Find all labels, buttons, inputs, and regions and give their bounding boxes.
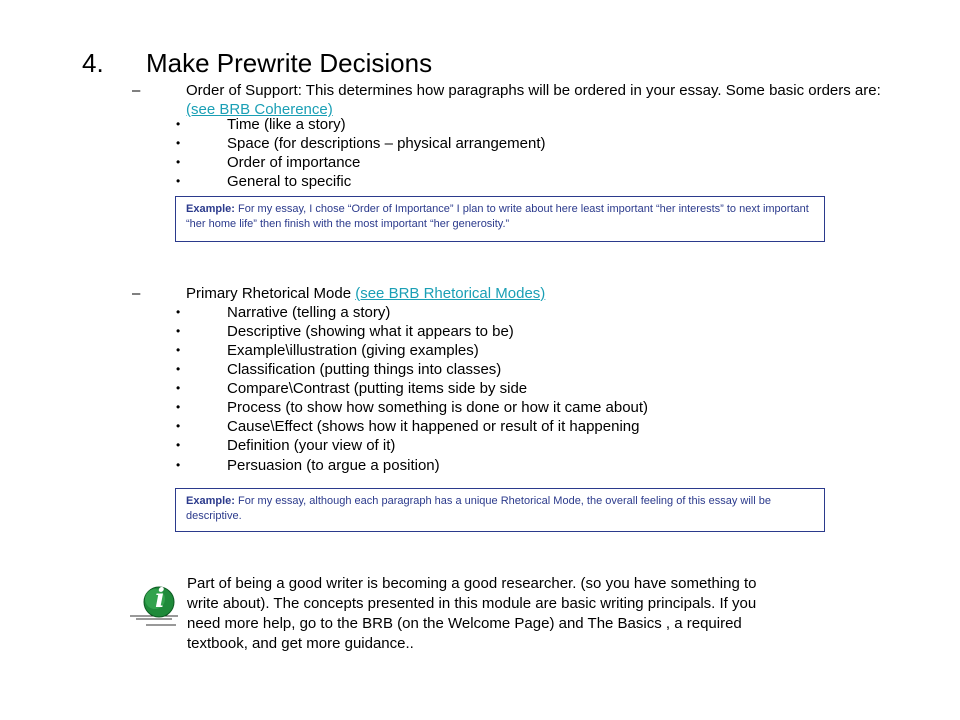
support-example-box bbox=[175, 196, 825, 242]
list-item: Cause\Effect (shows how it happened or result of it happening bbox=[227, 418, 640, 435]
list-item: Time (like a story) bbox=[227, 116, 346, 133]
info-line: write about). The concepts presented in this module are basic writing principals. If you bbox=[187, 595, 757, 612]
list-item: Definition (your view of it) bbox=[227, 437, 396, 454]
dash-marker: – bbox=[132, 285, 141, 302]
section-number: 4. bbox=[82, 48, 104, 78]
list-item: Narrative (telling a story) bbox=[227, 304, 391, 321]
list-item: Classification (putting things into classes) bbox=[227, 361, 502, 378]
bullet-icon: • bbox=[176, 174, 181, 188]
list-item: Example\illustration (giving examples) bbox=[227, 342, 479, 359]
info-line: need more help, go to the BRB (on the Welcome Page) and The Basics , a required bbox=[187, 615, 742, 632]
rhetorical-heading bbox=[186, 284, 545, 303]
page-title: Make Prewrite Decisions bbox=[146, 48, 433, 78]
bullet-icon: • bbox=[176, 458, 181, 472]
bullet-icon: • bbox=[176, 381, 181, 395]
rhetorical-example-box bbox=[175, 488, 825, 532]
bullet-icon: • bbox=[176, 438, 181, 452]
brb-rhetorical-modes-link[interactable]: (see BRB Rhetorical Modes) bbox=[355, 285, 546, 302]
bullet-icon: • bbox=[176, 305, 181, 319]
list-item: Persuasion (to argue a position) bbox=[227, 457, 440, 474]
bullet-icon: • bbox=[176, 362, 181, 376]
list-item: Process (to show how something is done or how it came about) bbox=[227, 399, 649, 416]
example-label: Example: bbox=[186, 495, 235, 507]
bullet-icon: • bbox=[176, 324, 181, 338]
list-item: Compare\Contrast (putting items side by side bbox=[227, 380, 528, 397]
info-line: Part of being a good writer is becoming a good researcher. (so you have something to bbox=[187, 575, 757, 592]
brb-coherence-link[interactable]: (see BRB Coherence) bbox=[186, 101, 333, 118]
list-item: Space (for descriptions – physical arrangement) bbox=[227, 135, 546, 152]
support-heading-text: Order of Support: This determines how paragraphs will be ordered in your essay. Some basic orders are: bbox=[186, 82, 881, 99]
list-item: Descriptive (showing what it appears to be) bbox=[227, 323, 514, 340]
info-icon-glyph: i bbox=[155, 584, 165, 614]
example-label: Example: bbox=[186, 203, 235, 215]
info-icon bbox=[128, 578, 180, 628]
dash-marker: – bbox=[132, 82, 141, 99]
bullet-icon: • bbox=[176, 343, 181, 357]
bullet-icon: • bbox=[176, 155, 181, 169]
bullet-icon: • bbox=[176, 136, 181, 150]
rhetorical-heading-text: Primary Rhetorical Mode bbox=[186, 285, 356, 302]
bullet-icon: • bbox=[176, 419, 181, 433]
example-text: For my essay, I chose “Order of Importance” I plan to write about here least important “her interests” to next important “her home life” then finish with the most important “her generosity.” bbox=[186, 203, 809, 230]
info-line: textbook, and get more guidance.. bbox=[187, 635, 414, 652]
support-heading bbox=[186, 81, 946, 119]
example-text: For my essay, although each paragraph has a unique Rhetorical Mode, the overall feeling of this essay will be descriptive. bbox=[186, 495, 771, 522]
bullet-icon: • bbox=[176, 400, 181, 414]
info-paragraph bbox=[187, 574, 827, 654]
list-item: General to specific bbox=[227, 173, 352, 190]
list-item: Order of importance bbox=[227, 154, 361, 171]
bullet-icon: • bbox=[176, 117, 181, 131]
